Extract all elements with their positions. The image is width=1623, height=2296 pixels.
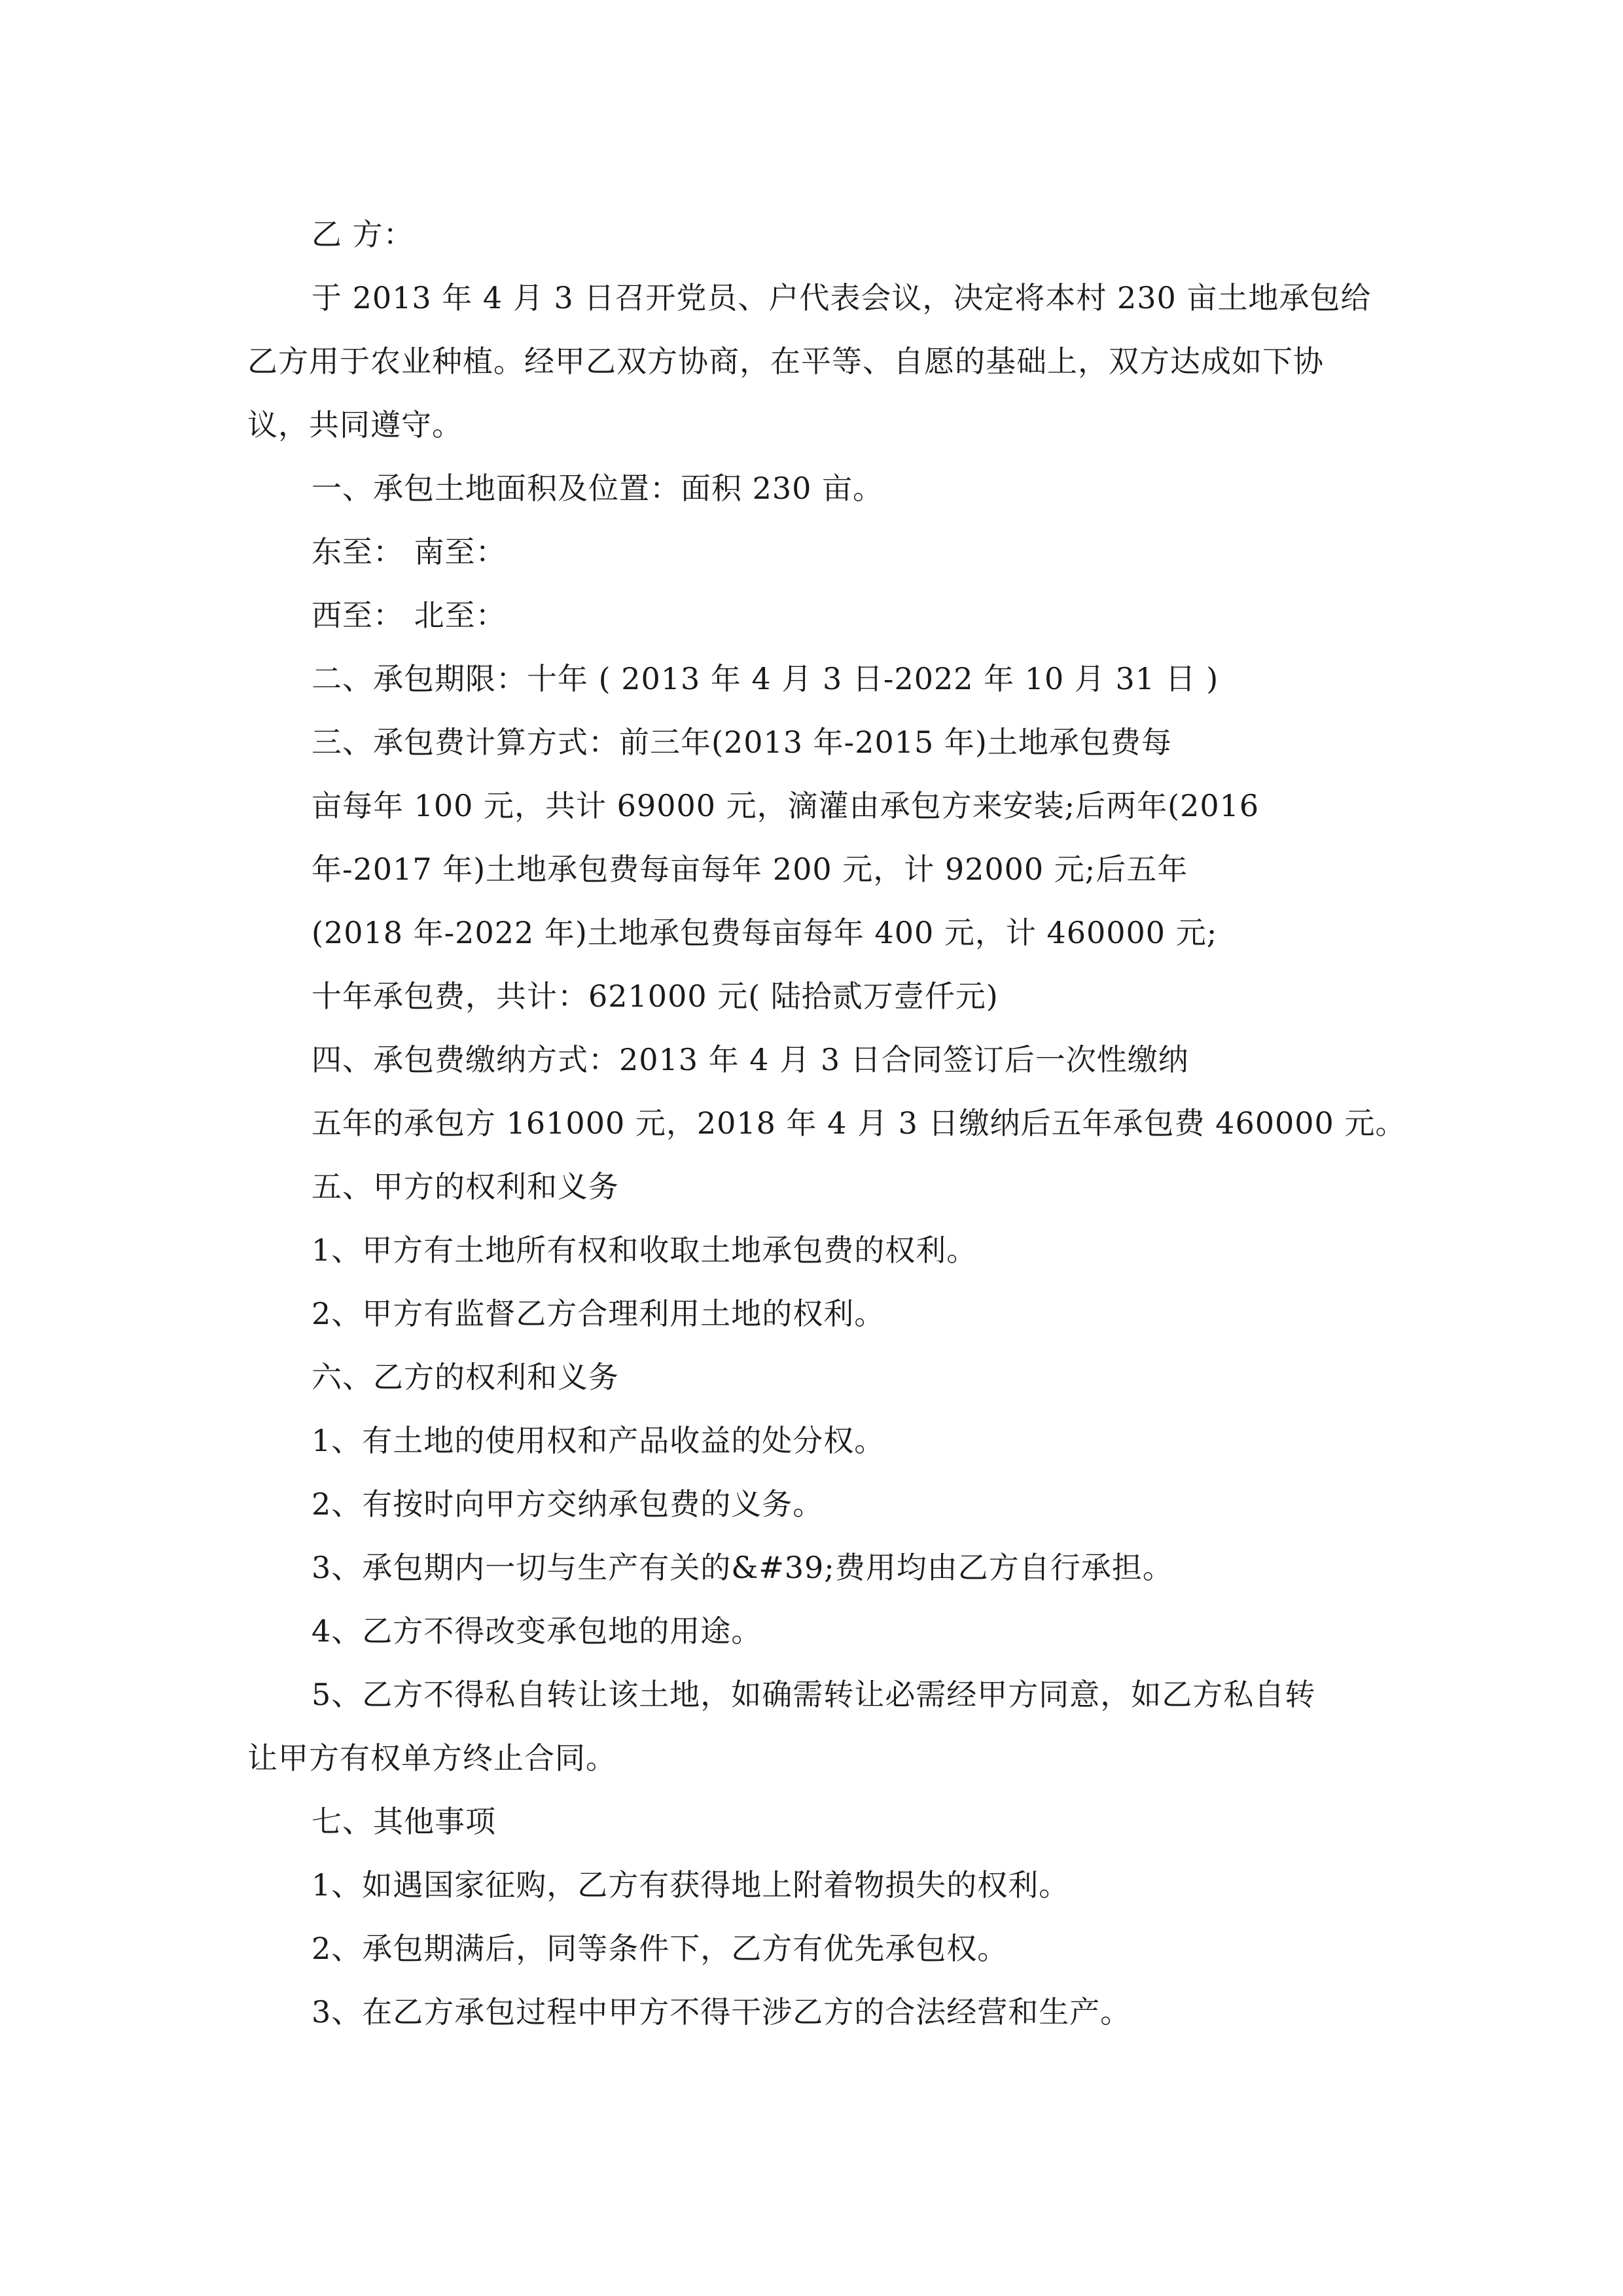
paragraph-line: (2018 年-2022 年)土地承包费每亩每年 400 元，计 460000 元;: [312, 915, 1218, 950]
boundary-west-north: 西至： 北至：: [312, 598, 507, 633]
list-item: 1、有土地的使用权和产品收益的处分权。: [312, 1423, 885, 1458]
paragraph-line: 乙方用于农业种植。经甲乙双方协商，在平等、自愿的基础上，双方达成如下协: [247, 344, 1324, 379]
paragraph-line: 让甲方有权单方终止合同。: [247, 1740, 616, 1776]
document-body: [247, 203, 1406, 2044]
paragraph-line: 五年的承包方 161000 元，2018 年 4 月 3 日缴纳后五年承包费 460000 元。: [312, 1105, 1406, 1141]
list-item: 1、甲方有土地所有权和收取土地承包费的权利。: [312, 1232, 978, 1268]
list-item: 5、乙方不得私自转让该土地，如确需转让必需经甲方同意，如乙方私自转: [312, 1677, 1316, 1712]
section-heading-5: 五、甲方的权利和义务: [312, 1169, 619, 1204]
section-heading-3: 三、承包费计算方式：前三年(2013 年-2015 年)土地承包费每: [312, 725, 1172, 760]
section-heading-2: 二、承包期限：十年 ( 2013 年 4 月 3 日-2022 年 10 月 31 日 ): [312, 661, 1219, 696]
list-item: 2、承包期满后，同等条件下，乙方有优先承包权。: [312, 1931, 1008, 1966]
list-item: 4、乙方不得改变承包地的用途。: [312, 1613, 762, 1649]
paragraph-line: 年-2017 年)土地承包费每亩每年 200 元，计 92000 元;后五年: [312, 852, 1188, 887]
section-heading-1: 一、承包土地面积及位置：面积 230 亩。: [312, 471, 884, 506]
section-heading-4: 四、承包费缴纳方式：2013 年 4 月 3 日合同签订后一次性缴纳: [312, 1042, 1189, 1077]
list-item: 3、在乙方承包过程中甲方不得干涉乙方的合法经营和生产。: [312, 1994, 1132, 2030]
party-b-label: 乙 方：: [312, 217, 414, 252]
list-item: 1、如遇国家征购，乙方有获得地上附着物损失的权利。: [312, 1867, 1070, 1903]
section-heading-6: 六、乙方的权利和义务: [312, 1359, 619, 1395]
boundary-east-south: 东至： 南至：: [312, 534, 507, 569]
paragraph-line: 亩每年 100 元，共计 69000 元，滴灌由承包方来安装;后两年(2016: [312, 788, 1260, 823]
paragraph-line: 十年承包费，共计：621000 元( 陆拾贰万壹仟元): [312, 978, 999, 1014]
list-item: 3、承包期内一切与生产有关的&#39;费用均由乙方自行承担。: [312, 1550, 1173, 1585]
paragraph-line: 于 2013 年 4 月 3 日召开党员、户代表会议，决定将本村 230 亩土地承包给: [312, 280, 1372, 315]
section-heading-7: 七、其他事项: [312, 1804, 496, 1839]
list-item: 2、有按时向甲方交纳承包费的义务。: [312, 1486, 824, 1522]
paragraph-line: 议，共同遵守。: [247, 407, 463, 442]
list-item: 2、甲方有监督乙方合理利用土地的权利。: [312, 1296, 885, 1331]
